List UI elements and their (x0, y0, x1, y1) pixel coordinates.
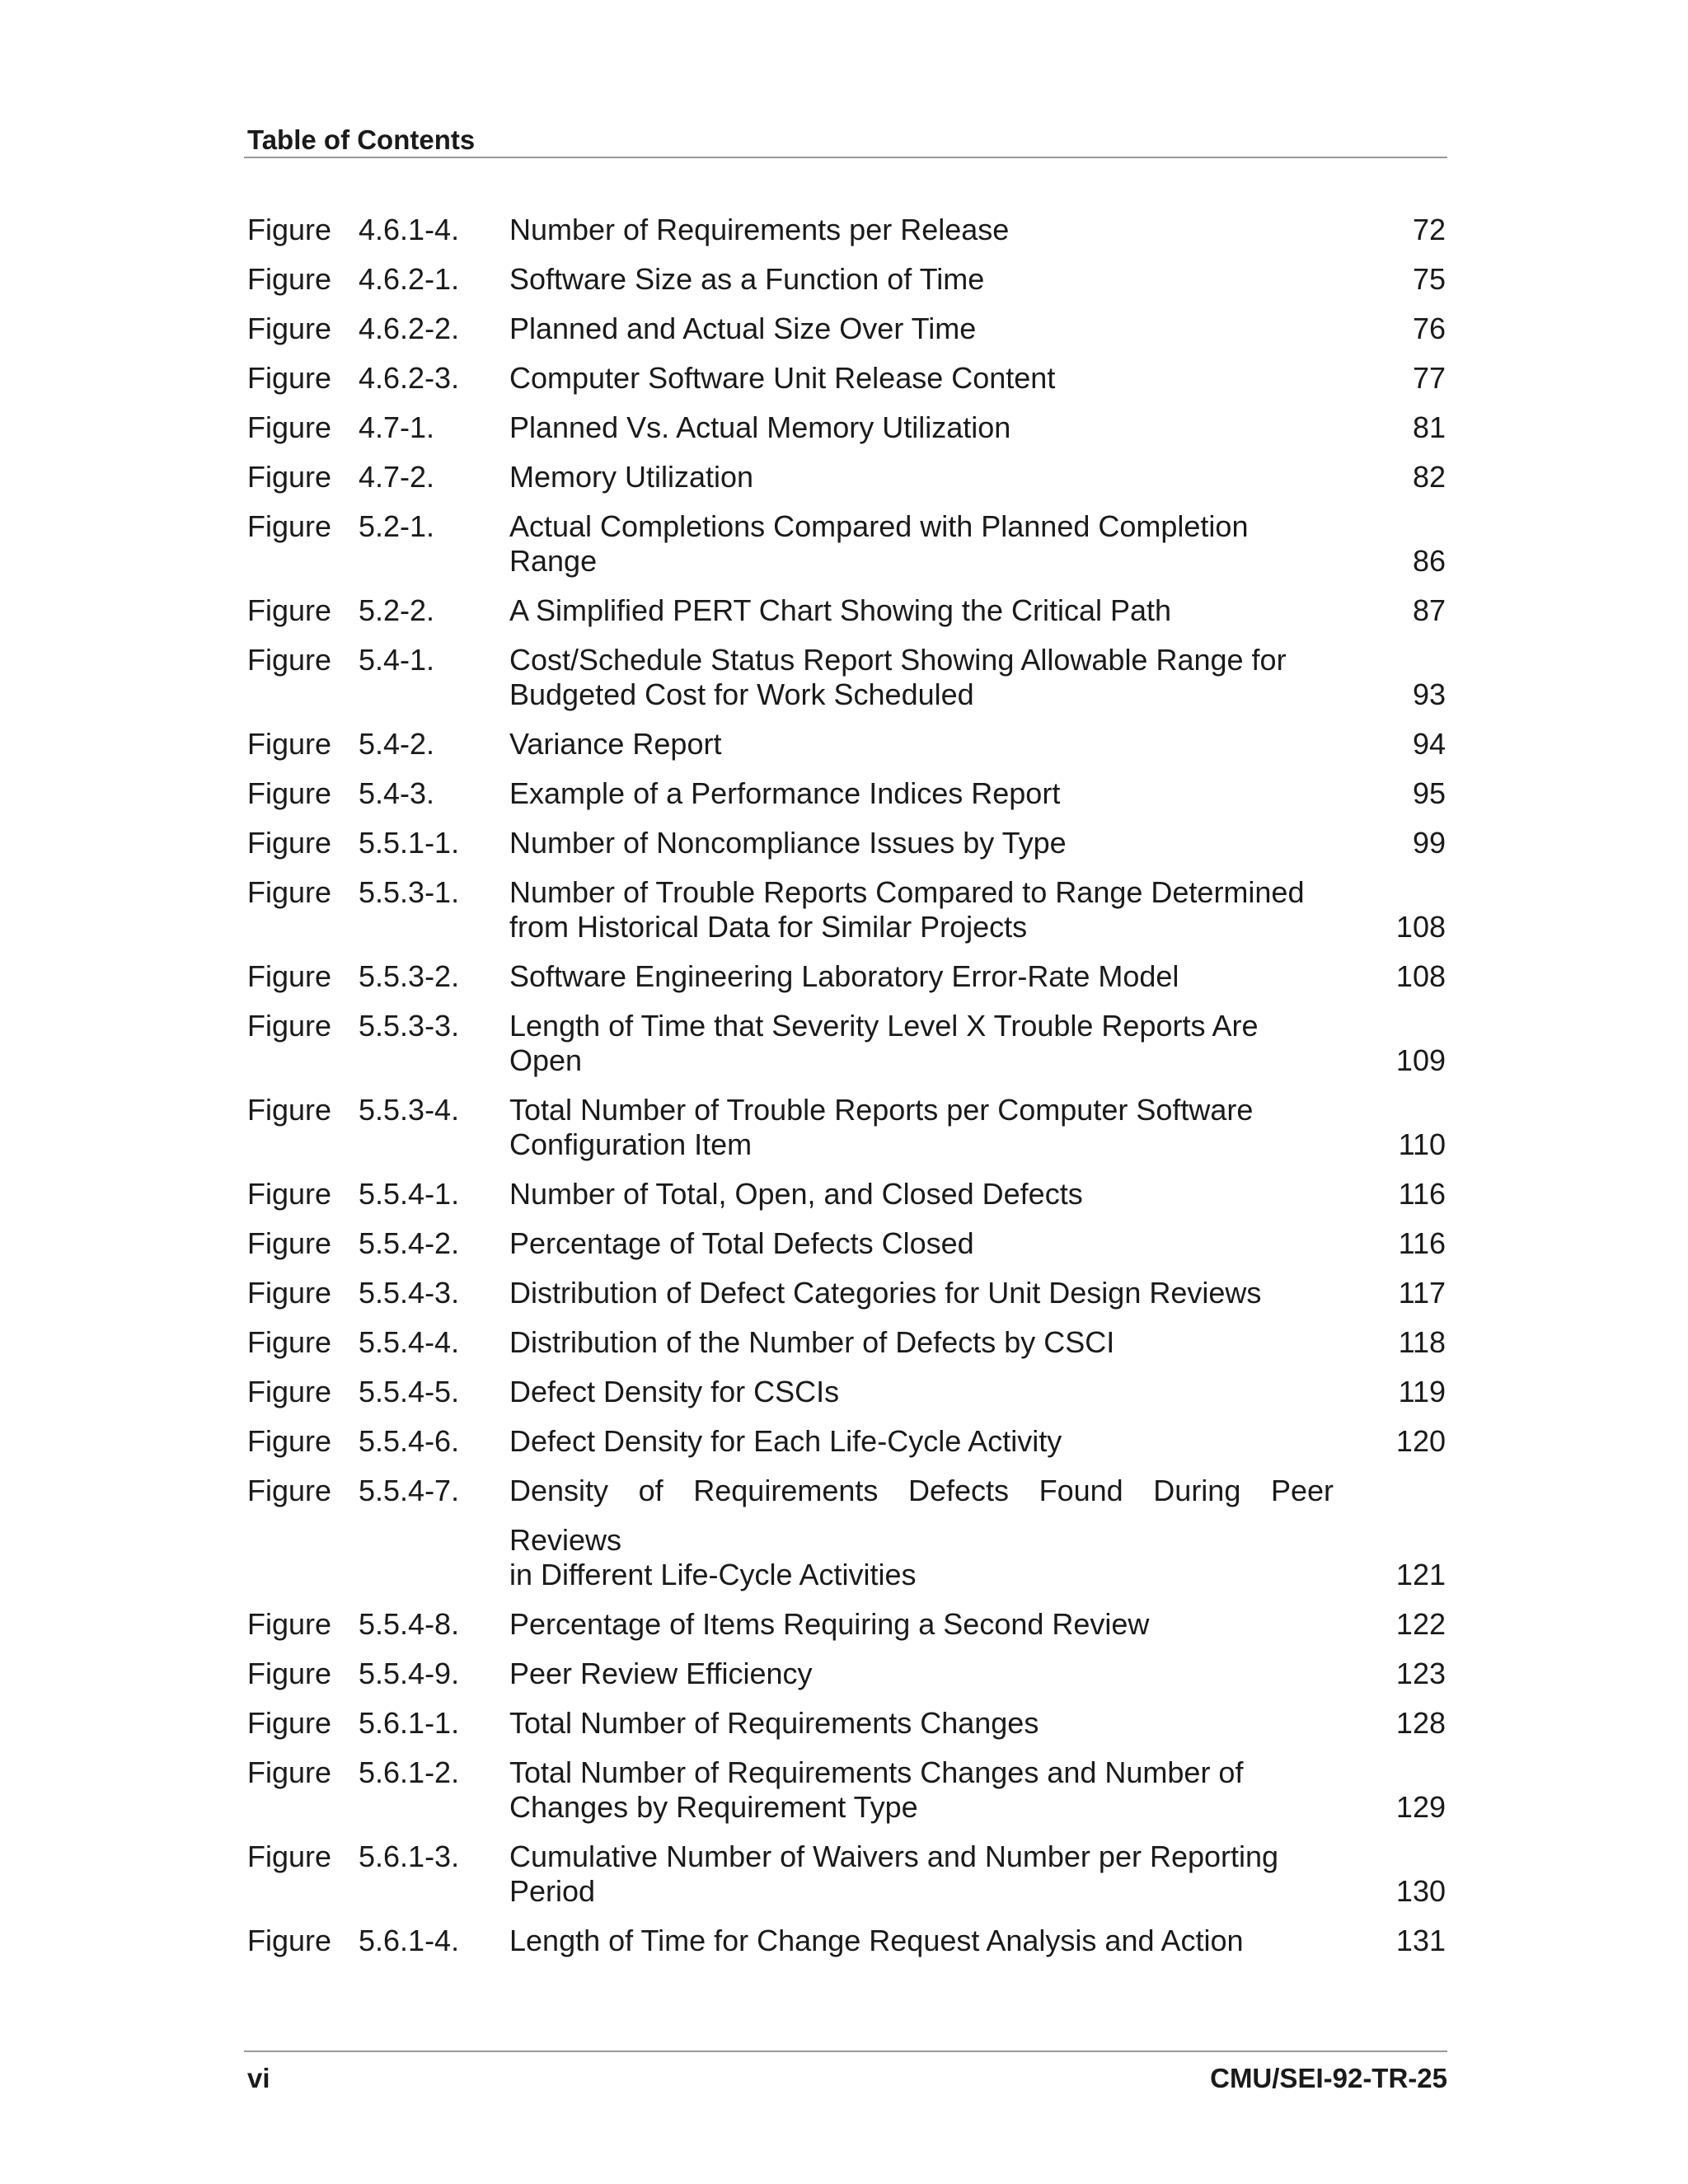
toc-entry[interactable] (247, 213, 1449, 247)
entry-title: Cost/Schedule Status Report Showing Allowable Range for Budgeted Cost for Work Scheduled (509, 643, 1287, 711)
entry-title-line: Reviews (509, 1523, 622, 1557)
entry-title: Variance Report (509, 727, 722, 761)
entry-kind: Figure (247, 1424, 332, 1458)
entry-kind: Figure (247, 1276, 332, 1310)
toc-entry[interactable] (247, 410, 1449, 445)
entry-kind: Figure (247, 1840, 332, 1873)
toc-entry[interactable] (247, 1424, 1449, 1459)
toc-entry[interactable] (247, 1093, 1449, 1162)
entry-title: Number of Requirements per Release (509, 213, 1010, 246)
footer-rule (244, 2050, 1447, 2052)
entry-page: 128 (1395, 1706, 1446, 1740)
entry-title: Total Number of Requirements Changes (509, 1706, 1039, 1740)
entry-page: 110 (1398, 1127, 1446, 1161)
entry-title: Length of Time that Severity Level X Trouble Reports Are Open (509, 1009, 1259, 1077)
entry-title-line: Density of Requirements Defects Found During Peer (509, 1474, 1334, 1507)
entry-page: 76 (1412, 312, 1446, 345)
entry-kind: Figure (247, 1706, 332, 1740)
entry-page: 123 (1395, 1657, 1446, 1690)
entry-title: Planned Vs. Actual Memory Utilization (509, 410, 1011, 444)
toc-entry[interactable] (247, 1474, 1449, 1592)
entry-title: A Simplified PERT Chart Showing the Critical Path (509, 593, 1172, 627)
entry-title: Total Number of Trouble Reports per Computer Software Configuration Item (509, 1093, 1254, 1161)
entry-page: 121 (1395, 1558, 1446, 1591)
toc-entry[interactable] (247, 1924, 1449, 1958)
entry-title: Defect Density for CSCIs (509, 1375, 840, 1408)
entry-kind: Figure (247, 1375, 332, 1408)
entry-kind: Figure (247, 1177, 332, 1211)
entry-number: 5.6.1-3. (359, 1840, 460, 1873)
entry-page: 72 (1412, 213, 1446, 246)
entry-kind: Figure (247, 213, 332, 246)
entry-number: 4.7-1. (359, 410, 435, 444)
entry-title: Example of a Performance Indices Report (509, 776, 1061, 810)
entry-page: 86 (1412, 544, 1446, 578)
toc-entry[interactable] (247, 1755, 1449, 1825)
entry-page: 93 (1412, 677, 1446, 711)
entry-number: 5.4-3. (359, 776, 435, 810)
entry-page: 87 (1412, 593, 1446, 627)
entry-kind: Figure (247, 959, 332, 993)
entry-number: 5.6.1-1. (359, 1706, 460, 1740)
entry-title: Distribution of Defect Categories for Unit Design Reviews (509, 1276, 1262, 1310)
toc-entry[interactable] (247, 361, 1449, 396)
entry-number: 5.5.3-4. (359, 1093, 460, 1127)
entry-number: 5.5.4-7. (359, 1474, 460, 1507)
entry-number: 5.5.4-9. (359, 1657, 460, 1690)
entry-page: 77 (1412, 361, 1446, 395)
entry-page: 129 (1395, 1790, 1446, 1824)
entry-title (509, 1474, 1334, 1592)
toc-entry[interactable] (247, 1706, 1449, 1741)
toc-entry[interactable] (247, 1009, 1449, 1078)
entry-page: 116 (1398, 1226, 1446, 1260)
toc-entry[interactable] (247, 875, 1449, 944)
entry-number: 4.7-2. (359, 460, 435, 494)
running-header: Table of Contents (247, 124, 476, 155)
entry-kind: Figure (247, 1325, 332, 1359)
entry-title: Software Size as a Function of Time (509, 262, 985, 296)
entry-page: 116 (1398, 1177, 1446, 1211)
entry-number: 5.5.4-6. (359, 1424, 460, 1458)
entry-kind: Figure (247, 776, 332, 810)
entry-kind: Figure (247, 312, 332, 345)
toc-entry[interactable] (247, 509, 1449, 579)
entry-page: 94 (1412, 727, 1446, 761)
entry-kind: Figure (247, 1657, 332, 1690)
toc-entry[interactable] (247, 593, 1449, 628)
entry-number: 5.5.1-1. (359, 826, 460, 860)
entry-title: Actual Completions Compared with Planned Completion Range (509, 509, 1249, 578)
toc-entry[interactable] (247, 826, 1449, 860)
report-id: CMU/SEI-92-TR-25 (1210, 2063, 1447, 2093)
toc-entry[interactable] (247, 959, 1449, 994)
toc-entry[interactable] (247, 460, 1449, 494)
entry-page: 120 (1395, 1424, 1446, 1458)
entry-kind: Figure (247, 262, 332, 296)
entry-title: Distribution of the Number of Defects by CSCI (509, 1325, 1115, 1359)
toc-entry[interactable] (247, 1226, 1449, 1261)
toc-entry[interactable] (247, 776, 1449, 811)
entry-kind: Figure (247, 1607, 332, 1641)
toc-entry[interactable] (247, 1276, 1449, 1310)
entry-title: Percentage of Items Requiring a Second Review (509, 1607, 1150, 1641)
toc-entry[interactable] (247, 1607, 1449, 1642)
entry-kind: Figure (247, 1093, 332, 1127)
entry-kind: Figure (247, 1009, 332, 1043)
entry-number: 5.2-1. (359, 509, 435, 543)
entry-number: 5.5.4-4. (359, 1325, 460, 1359)
toc-entry[interactable] (247, 727, 1449, 762)
toc-entry[interactable] (247, 262, 1449, 297)
entry-number: 5.5.4-8. (359, 1607, 460, 1641)
entry-kind: Figure (247, 1755, 332, 1789)
entry-page: 130 (1395, 1874, 1446, 1908)
entry-number: 5.4-1. (359, 643, 435, 677)
entry-title: Percentage of Total Defects Closed (509, 1226, 974, 1260)
list-of-figures (247, 213, 1449, 1973)
entry-number: 4.6.1-4. (359, 213, 460, 246)
entry-kind: Figure (247, 460, 332, 494)
entry-number: 5.5.4-3. (359, 1276, 460, 1310)
entry-kind: Figure (247, 727, 332, 761)
entry-title: Defect Density for Each Life-Cycle Activity (509, 1424, 1062, 1458)
entry-number: 4.6.2-2. (359, 312, 460, 345)
toc-entry[interactable] (247, 1657, 1449, 1691)
entry-number: 5.5.3-2. (359, 959, 460, 993)
entry-number: 4.6.2-1. (359, 262, 460, 296)
toc-entry[interactable] (247, 1840, 1449, 1909)
entry-title: Number of Trouble Reports Compared to Range Determined from Historical Data for Similar Projects (509, 875, 1305, 944)
entry-title: Number of Noncompliance Issues by Type (509, 826, 1067, 860)
entry-kind: Figure (247, 1474, 332, 1507)
entry-title: Computer Software Unit Release Content (509, 361, 1056, 395)
entry-page: 81 (1412, 410, 1446, 444)
entry-title: Software Engineering Laboratory Error-Rate Model (509, 959, 1179, 993)
entry-kind: Figure (247, 1226, 332, 1260)
toc-entry[interactable] (247, 1325, 1449, 1360)
entry-kind: Figure (247, 1924, 332, 1957)
entry-title: Total Number of Requirements Changes and Number of Changes by Requirement Type (509, 1755, 1244, 1824)
entry-title-line: in Different Life-Cycle Activities (509, 1558, 917, 1591)
toc-entry[interactable] (247, 643, 1449, 712)
entry-number: 4.6.2-3. (359, 361, 460, 395)
entry-page: 118 (1398, 1325, 1446, 1359)
toc-entry[interactable] (247, 312, 1449, 346)
entry-number: 5.4-2. (359, 727, 435, 761)
entry-title: Cumulative Number of Waivers and Number per Reporting Period (509, 1840, 1279, 1908)
toc-entry[interactable] (247, 1375, 1449, 1409)
entry-page: 109 (1395, 1043, 1446, 1077)
entry-page: 122 (1395, 1607, 1446, 1641)
entry-kind: Figure (247, 509, 332, 543)
entry-page: 131 (1395, 1924, 1446, 1957)
entry-kind: Figure (247, 593, 332, 627)
entry-page: 75 (1412, 262, 1446, 296)
entry-number: 5.5.3-1. (359, 875, 460, 909)
toc-entry[interactable] (247, 1177, 1449, 1212)
entry-page: 117 (1398, 1276, 1446, 1310)
entry-page: 108 (1395, 959, 1446, 993)
entry-number: 5.5.4-1. (359, 1177, 460, 1211)
header-rule (244, 157, 1447, 158)
entry-page: 82 (1412, 460, 1446, 494)
entry-number: 5.5.4-2. (359, 1226, 460, 1260)
entry-page: 99 (1412, 826, 1446, 860)
entry-page: 95 (1412, 776, 1446, 810)
entry-title: Peer Review Efficiency (509, 1657, 813, 1690)
entry-page: 108 (1395, 910, 1446, 944)
entry-number: 5.6.1-4. (359, 1924, 460, 1957)
entry-kind: Figure (247, 826, 332, 860)
entry-kind: Figure (247, 643, 332, 677)
entry-kind: Figure (247, 361, 332, 395)
entry-title: Number of Total, Open, and Closed Defects (509, 1177, 1083, 1211)
entry-title: Length of Time for Change Request Analysis and Action (509, 1924, 1244, 1957)
page-number: vi (247, 2063, 270, 2093)
entry-kind: Figure (247, 410, 332, 444)
entry-title: Planned and Actual Size Over Time (509, 312, 977, 345)
entry-kind: Figure (247, 875, 332, 909)
entry-number: 5.5.4-5. (359, 1375, 460, 1408)
entry-number: 5.5.3-3. (359, 1009, 460, 1043)
entry-number: 5.2-2. (359, 593, 435, 627)
entry-title: Memory Utilization (509, 460, 754, 494)
entry-number: 5.6.1-2. (359, 1755, 460, 1789)
entry-page: 119 (1398, 1375, 1446, 1408)
